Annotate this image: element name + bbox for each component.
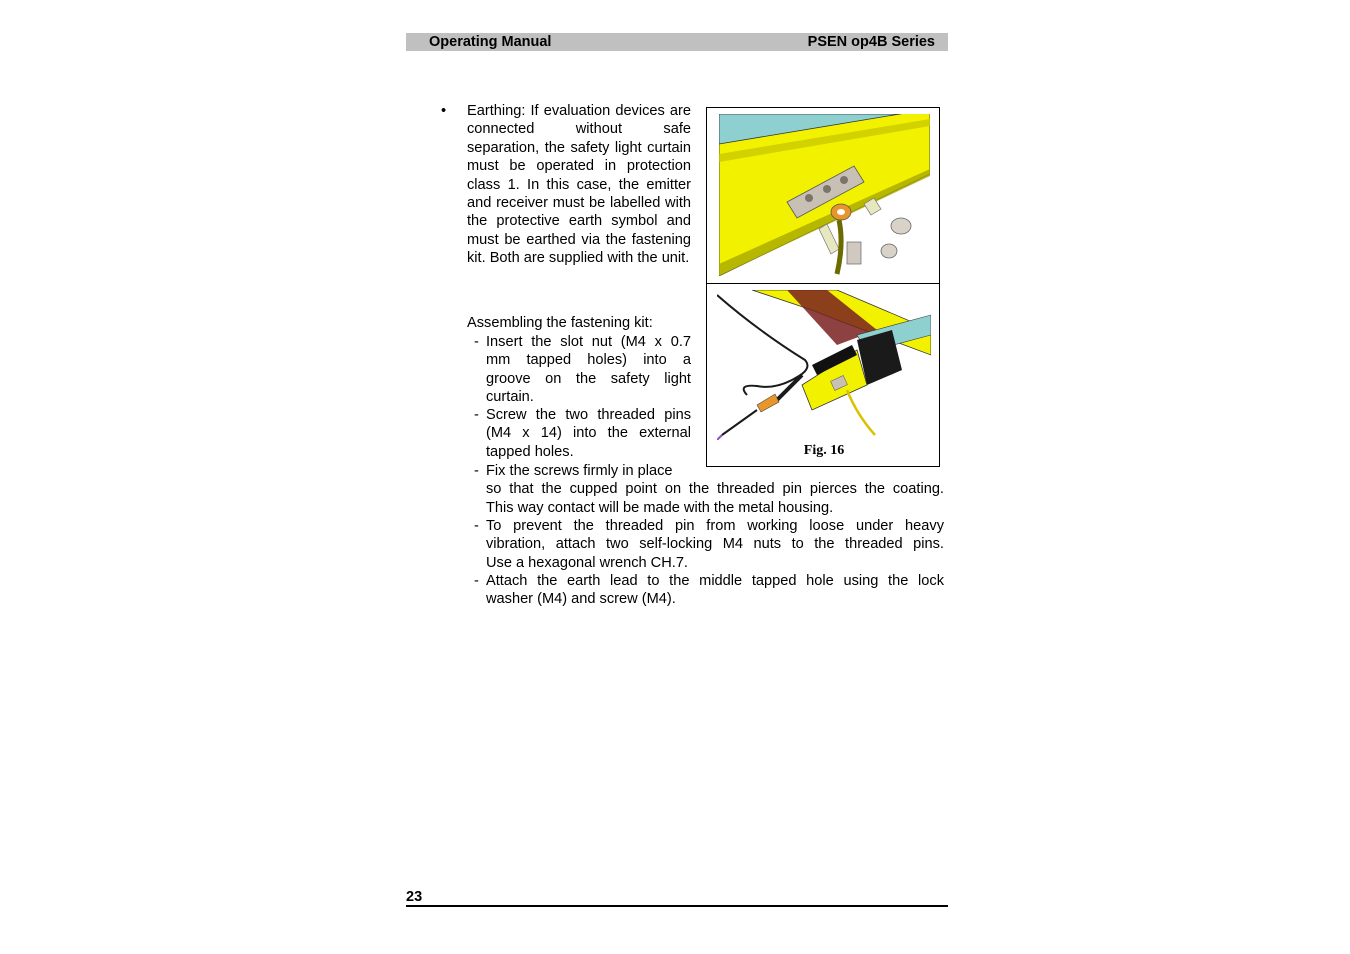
step-dash: - — [474, 463, 479, 479]
step-line: mm tapped holes) into a — [486, 352, 691, 369]
bullet-marker: • — [441, 103, 447, 119]
earthing-paragraph: Earthing: If evaluation devices are connected without safe separation, the safety light curtain must be operated in protection class 1. In this case, the emitter and receiver must be labelled with the protective earth symbol and must be earthed via the fastening kit. Both are supplied with the unit. — [467, 103, 691, 267]
step-line: tapped holes. — [486, 443, 574, 460]
step-line: washer (M4) and screw (M4). — [486, 591, 676, 608]
step-line: (M4 x 14) into the external — [486, 425, 691, 442]
step-line: so that the cupped point on the threaded pin pierces the coating. — [486, 481, 944, 498]
step-line: This way contact will be made with the metal housing. — [486, 499, 834, 516]
step-line: Fix the screws firmly in place — [486, 463, 673, 479]
step-dash: - — [474, 334, 479, 350]
step-line: vibration, attach two self-locking M4 nuts to the threaded pins. — [486, 536, 944, 553]
mounted-light-curtain-illustration — [717, 290, 931, 440]
step-line: groove on the safety light — [486, 370, 691, 387]
page-number: 23 — [406, 889, 423, 905]
step-dash: - — [474, 407, 479, 423]
page-header — [406, 33, 948, 51]
step-line: To prevent the threaded pin from working loose under heavy — [486, 518, 944, 534]
step-dash: - — [474, 518, 479, 534]
figure-divider — [707, 283, 939, 284]
assembling-heading: Assembling the fastening kit: — [467, 315, 653, 331]
header-title: Operating Manual — [429, 34, 552, 50]
header-series: PSEN op4B Series — [807, 34, 935, 50]
step-line: Attach the earth lead to the middle tapped hole using the lock — [486, 573, 944, 589]
step-line: Screw the two threaded pins — [486, 407, 691, 423]
step-line: curtain. — [486, 389, 534, 406]
figure-caption: Fig. 16 — [803, 443, 845, 458]
step-dash: - — [474, 573, 479, 589]
step-line: Use a hexagonal wrench CH.7. — [486, 554, 688, 571]
figure-16 — [706, 107, 940, 467]
fastening-kit-exploded-illustration — [719, 114, 930, 276]
step-line: Insert the slot nut (M4 x 0.7 — [486, 334, 691, 350]
footer-rule — [406, 905, 948, 907]
